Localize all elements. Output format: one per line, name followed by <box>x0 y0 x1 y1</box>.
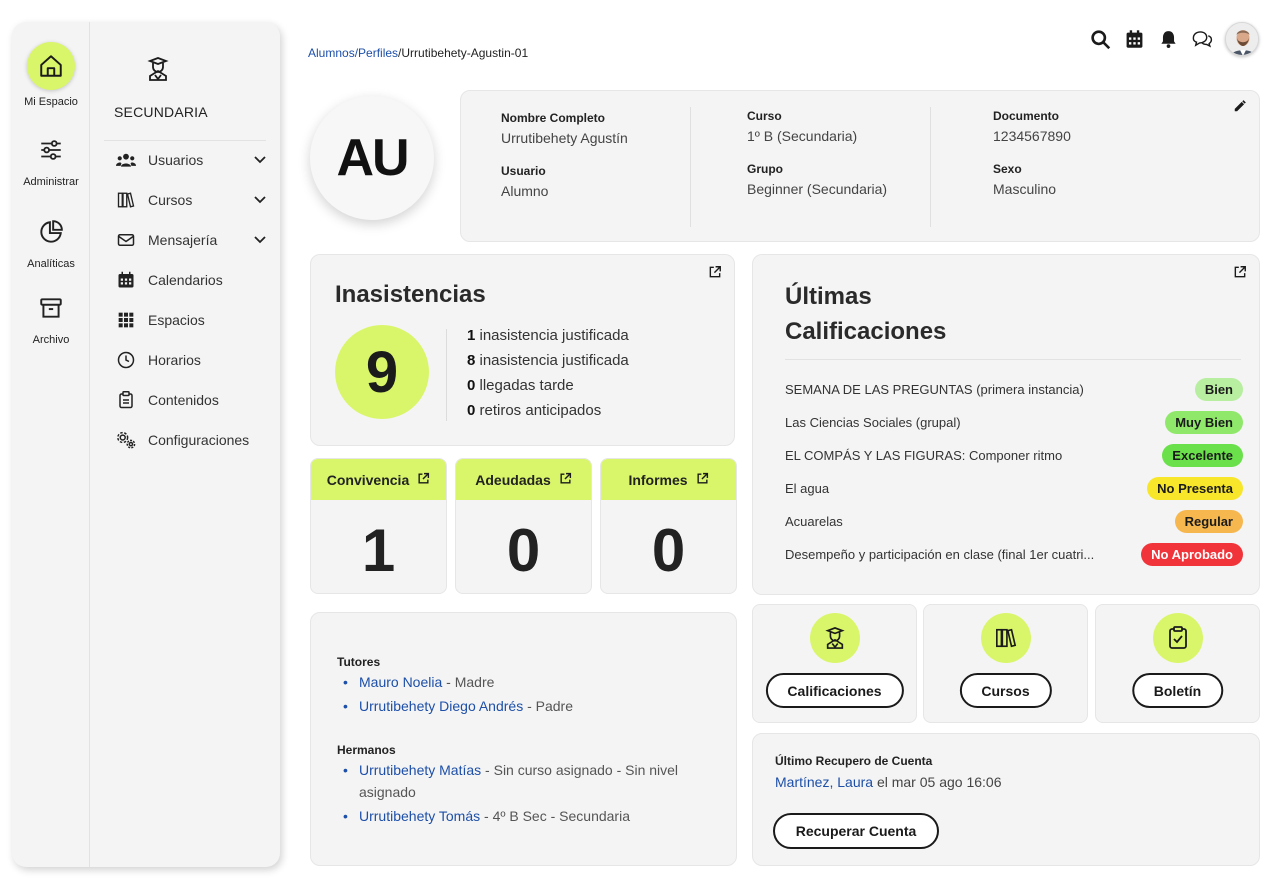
profile-info-card <box>460 90 1260 242</box>
chevron-down-icon[interactable] <box>254 236 266 244</box>
breadcrumb-link-perfiles[interactable]: Perfiles <box>358 46 399 60</box>
sidebar-item-horarios[interactable] <box>116 348 266 372</box>
breadcrumb <box>308 46 528 60</box>
sidebar-item-label: Contenidos <box>148 392 219 408</box>
clock-icon <box>116 350 136 370</box>
grade-row <box>785 476 1243 500</box>
external-link-icon[interactable] <box>696 472 709 488</box>
list-item <box>467 352 629 377</box>
tile-value: 0 <box>651 517 686 584</box>
grade-row <box>785 509 1243 533</box>
calificaciones-button[interactable]: Calificaciones <box>765 673 903 708</box>
relation: - Madre <box>442 674 495 690</box>
sibling-link[interactable]: Urrutibehety Tomás <box>359 808 481 824</box>
list-item <box>467 377 629 402</box>
title-line: Últimas <box>785 283 872 310</box>
bullet: • <box>343 674 348 690</box>
field-label: Curso <box>747 109 782 123</box>
pie-chart-icon <box>27 212 75 252</box>
books-icon <box>116 190 136 210</box>
bullet: • <box>343 762 348 778</box>
grade-badge: Muy Bien <box>1165 411 1243 434</box>
sidebar-item-mensajeria[interactable] <box>116 228 266 252</box>
grid-icon <box>116 310 136 330</box>
bullet: • <box>343 808 348 824</box>
list-item <box>343 759 713 803</box>
adeudadas-tile[interactable] <box>455 458 592 594</box>
tile-value: 1 <box>361 517 396 584</box>
external-link-icon[interactable] <box>559 472 572 488</box>
recupero-info <box>775 774 1001 790</box>
breadcrumb-current: Urrutibehety-Agustin-01 <box>401 46 529 60</box>
tile-label: Adeudadas <box>475 471 551 488</box>
field-label: Grupo <box>747 162 783 176</box>
sidebar-item-cursos[interactable] <box>116 188 266 212</box>
section-label: Tutores <box>337 655 381 669</box>
inasistencias-total: 9 <box>335 325 429 419</box>
field-value: Beginner (Secundaria) <box>747 181 888 197</box>
sliders-icon <box>27 130 75 170</box>
divider <box>785 359 1241 360</box>
info-column-2 <box>747 109 887 215</box>
tutor-link[interactable]: Mauro Noelia <box>359 674 443 690</box>
count: 0 <box>467 377 476 394</box>
grade-row <box>785 410 1243 434</box>
recuperar-cuenta-button[interactable]: Recuperar Cuenta <box>773 813 939 849</box>
card-title <box>785 279 946 349</box>
tile-header <box>311 459 446 500</box>
list-item <box>343 671 713 693</box>
home-icon <box>27 42 75 90</box>
divider <box>446 329 447 421</box>
student-icon <box>146 56 170 87</box>
boletin-button[interactable]: Boletín <box>1132 673 1223 708</box>
list-item <box>467 327 629 352</box>
relation: - Sin curso asignado - Sin nivel asignado <box>359 762 679 800</box>
recupero-date: el mar 05 ago 16:06 <box>873 774 1002 790</box>
rail-label: Archivo <box>32 334 70 346</box>
field-label: Sexo <box>993 162 1022 176</box>
sidebar-item-label: Configuraciones <box>148 432 250 448</box>
grade-badge: No Aprobado <box>1141 543 1243 566</box>
shortcut-calificaciones <box>752 604 917 723</box>
shortcut-boletin <box>1095 604 1260 723</box>
archive-icon <box>27 288 75 328</box>
count: 1 <box>467 327 476 344</box>
sidebar-item-calendarios[interactable] <box>116 268 266 292</box>
count: 8 <box>467 352 476 369</box>
search-icon[interactable] <box>1089 28 1111 50</box>
grade-badge: No Presenta <box>1147 477 1243 500</box>
rail-item-administrar[interactable] <box>12 130 90 188</box>
grade-subject: El agua <box>785 480 830 496</box>
recupero-user-link[interactable]: Martínez, Laura <box>775 774 874 790</box>
grade-subject: Acuarelas <box>785 513 843 529</box>
clipboard-icon <box>116 390 136 410</box>
sidebar-item-contenidos[interactable] <box>116 388 266 412</box>
relation: - Padre <box>523 698 574 714</box>
count-label: retiros anticipados <box>475 402 602 419</box>
list-item <box>467 402 629 427</box>
field-value: 1º B (Secundaria) <box>747 128 858 144</box>
title-line: Calificaciones <box>785 318 947 345</box>
sidebar-item-espacios[interactable] <box>116 308 266 332</box>
books-icon <box>981 613 1031 663</box>
rail-label: Analíticas <box>27 258 75 270</box>
external-link-icon[interactable] <box>708 265 722 284</box>
sidebar-item-configuraciones[interactable] <box>116 428 266 452</box>
section-label: Hermanos <box>337 743 396 757</box>
divider <box>930 107 931 227</box>
list-item <box>343 805 713 827</box>
document-check-icon <box>1153 613 1203 663</box>
bell-icon[interactable] <box>1157 28 1179 50</box>
bullet: • <box>343 698 348 714</box>
tile-header <box>601 459 736 500</box>
external-link-icon[interactable] <box>417 472 430 488</box>
student-icon <box>810 613 860 663</box>
calificaciones-card <box>752 254 1260 595</box>
recupero-card <box>752 733 1260 866</box>
sidebar-item-label: Horarios <box>148 352 201 368</box>
sidebar-menu <box>90 22 280 867</box>
sidebar-item-label: Mensajería <box>148 232 218 248</box>
sidebar-item-label: Calendarios <box>148 272 223 288</box>
grade-badge: Bien <box>1195 378 1243 401</box>
tile-header <box>456 459 591 500</box>
tile-label: Convivencia <box>326 471 410 488</box>
field-label: Nombre Completo <box>501 111 606 125</box>
divider <box>690 107 691 227</box>
sidebar-item-usuarios[interactable] <box>116 148 266 172</box>
pencil-icon[interactable] <box>1233 99 1247 118</box>
cursos-button[interactable]: Cursos <box>959 673 1051 708</box>
sibling-link[interactable]: Urrutibehety Matías <box>359 762 482 778</box>
informes-tile[interactable] <box>600 458 737 594</box>
grade-row <box>785 443 1243 467</box>
users-icon <box>116 150 136 170</box>
rail-label: Administrar <box>23 176 79 188</box>
inasistencias-list <box>467 327 629 427</box>
breadcrumb-separator: / <box>354 46 359 60</box>
calendar-icon <box>116 270 136 290</box>
sidebar-item-label: Espacios <box>148 312 205 328</box>
divider <box>104 140 266 141</box>
count: 0 <box>467 402 476 419</box>
field-label: Usuario <box>501 164 546 178</box>
tile-label: Informes <box>628 471 688 488</box>
tile-value: 0 <box>506 517 541 584</box>
inasistencias-card <box>310 254 735 446</box>
grade-badge: Excelente <box>1162 444 1243 467</box>
recupero-label: Último Recupero de Cuenta <box>775 754 933 768</box>
rail-label: Mi Espacio <box>24 96 78 108</box>
field-value: 1234567890 <box>993 128 1071 144</box>
grade-subject: EL COMPÁS Y LAS FIGURAS: Componer ritmo <box>785 447 1063 463</box>
grade-row <box>785 377 1243 401</box>
list-item <box>343 695 713 717</box>
calendar-icon[interactable] <box>1123 28 1145 50</box>
external-link-icon[interactable] <box>1233 265 1247 284</box>
chat-icon[interactable] <box>1191 28 1213 50</box>
grade-subject: Las Ciencias Sociales (grupal) <box>785 414 961 430</box>
sidebar-item-label: Cursos <box>148 192 193 208</box>
envelope-icon <box>116 230 136 250</box>
grade-badge: Regular <box>1175 510 1243 533</box>
chevron-down-icon[interactable] <box>254 196 266 204</box>
field-label: Documento <box>993 109 1059 123</box>
breadcrumb-separator: / <box>398 46 402 60</box>
tutor-link[interactable]: Urrutibehety Diego Andrés <box>359 698 524 714</box>
rail-item-mi-espacio[interactable] <box>12 42 90 108</box>
grade-subject: SEMANA DE LAS PREGUNTAS (primera instancia) <box>785 381 1084 397</box>
convivencia-tile[interactable] <box>310 458 447 594</box>
info-column-3 <box>993 109 1071 215</box>
top-toolbar <box>1089 22 1259 56</box>
field-value: Alumno <box>501 183 549 199</box>
relation: - 4º B Sec - Secundaria <box>480 808 630 824</box>
grade-subject: Desempeño y participación en clase (final 1er cuatri... <box>785 546 1095 562</box>
card-title: Inasistencias <box>335 281 486 308</box>
familia-card <box>310 612 737 866</box>
profile-initials-avatar: AU <box>310 96 434 220</box>
field-value: Urrutibehety Agustín <box>501 130 628 146</box>
count-label: inasistencia justificada <box>475 352 629 369</box>
chevron-down-icon[interactable] <box>254 156 266 164</box>
info-column-1 <box>501 111 628 217</box>
avatar[interactable] <box>1225 22 1259 56</box>
field-value: Masculino <box>993 181 1057 197</box>
gears-icon <box>116 430 136 450</box>
rail-item-archivo[interactable] <box>12 288 90 346</box>
grade-row <box>785 542 1243 566</box>
shortcut-cursos <box>923 604 1088 723</box>
breadcrumb-link-alumnos[interactable]: Alumnos <box>308 46 355 60</box>
sidebar <box>12 22 280 867</box>
count-label: inasistencia justificada <box>475 327 629 344</box>
sidebar-item-label: Usuarios <box>148 152 204 168</box>
count-label: llegadas tarde <box>475 377 574 394</box>
rail-item-analiticas[interactable] <box>12 212 90 270</box>
school-name: SECUNDARIA <box>114 104 208 120</box>
